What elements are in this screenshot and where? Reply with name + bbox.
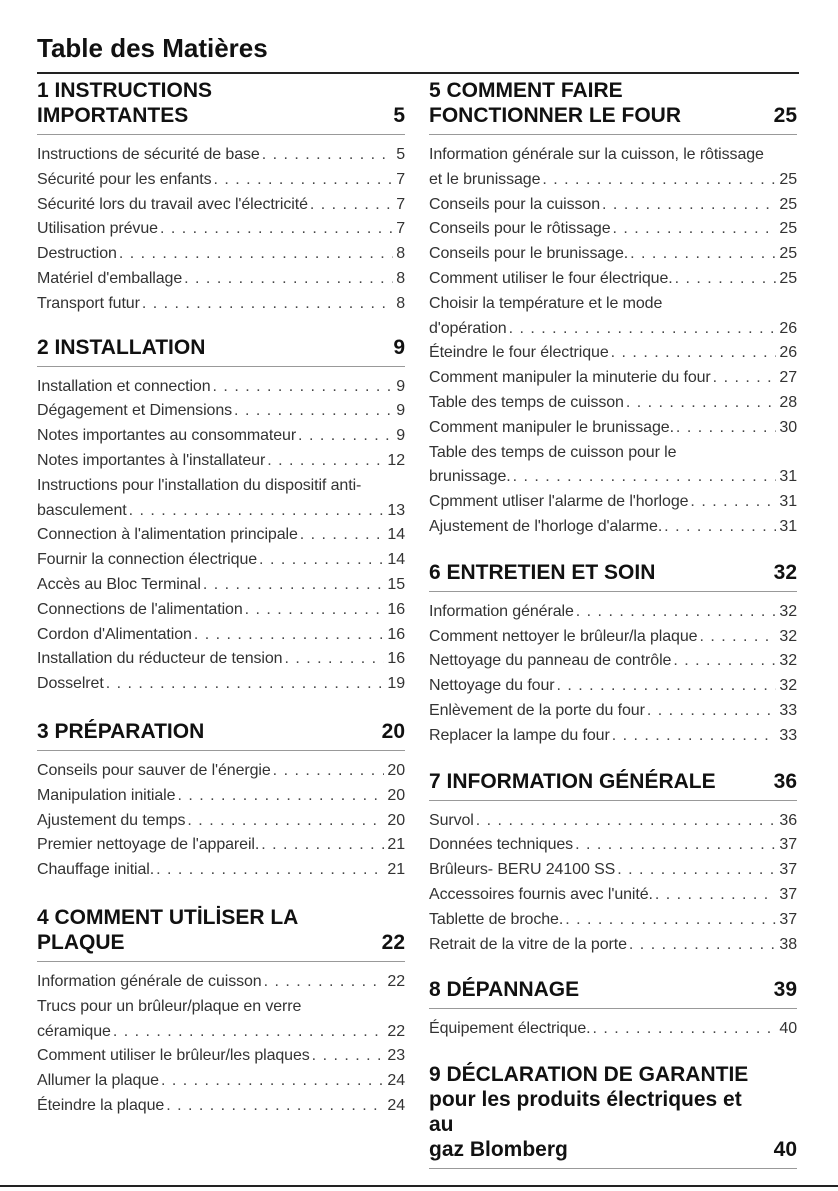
toc-entry-page-number: 23: [387, 1047, 405, 1065]
toc-entry-page-number: 33: [779, 701, 797, 719]
section-heading[interactable]: [37, 719, 405, 751]
toc-entry-page-number: 15: [387, 575, 405, 593]
toc-entry-text: Nettoyage du panneau de contrôle: [429, 652, 672, 670]
dot-leader: [161, 1069, 384, 1094]
dot-leader: [262, 143, 393, 168]
toc-entry-text: Enlèvement de la porte du four: [429, 701, 645, 719]
toc-entry-text: Matériel d'emballage: [37, 269, 183, 287]
toc-entry-text: Brûleurs- BERU 24100 SS: [429, 861, 616, 879]
toc-entry[interactable]: [37, 242, 405, 267]
toc-section: [429, 78, 797, 540]
toc-entry-text: Installation du réducteur de tension: [37, 650, 283, 668]
toc-entry-page-number: 31: [779, 493, 797, 511]
dot-leader: [113, 1020, 385, 1045]
toc-entry-page-number: 36: [779, 811, 797, 829]
dot-leader: [261, 833, 384, 858]
toc-entry[interactable]: [37, 858, 405, 883]
dot-leader: [673, 649, 776, 674]
section-heading-text: 8 DÉPANNAGE: [429, 978, 580, 1002]
toc-entry-text: Information générale de cuisson: [37, 972, 262, 990]
toc-entry[interactable]: [429, 1017, 797, 1042]
toc-entry[interactable]: [37, 1094, 405, 1119]
dot-leader: [617, 858, 776, 883]
dot-leader: [300, 523, 385, 548]
toc-entry-page-number: 16: [387, 600, 405, 618]
toc-entry-text: Sécurité lors du travail avec l'électricité: [37, 195, 308, 213]
section-heading[interactable]: [429, 769, 797, 801]
toc-entry-page-number: 7: [396, 220, 405, 238]
toc-entry-text: Comment nettoyer le brûleur/la plaque: [429, 627, 698, 645]
toc-entry-text: Ajustement du temps: [37, 811, 186, 829]
dot-leader: [629, 933, 776, 958]
toc-entry-text: Connections de l'alimentation: [37, 600, 243, 618]
toc-entry-page-number: 37: [779, 910, 797, 928]
toc-entry-text: Éteindre le four électrique: [429, 344, 609, 362]
toc-entry-text: Accès au Bloc Terminal: [37, 575, 201, 593]
toc-entry[interactable]: [37, 1044, 405, 1069]
toc-right-column: [429, 78, 797, 1177]
toc-entry-text: basculement: [37, 501, 127, 519]
toc-entry[interactable]: [429, 649, 797, 674]
toc-entry-text: Sécurité pour les enfants: [37, 170, 212, 188]
dot-leader: [166, 1094, 384, 1119]
section-page-number: 22: [381, 930, 405, 954]
toc-entry[interactable]: [429, 809, 797, 834]
toc-entry-page-number: 16: [387, 650, 405, 668]
dot-leader: [106, 672, 385, 697]
dot-leader: [129, 499, 385, 524]
toc-entry[interactable]: [37, 995, 405, 1045]
toc-entry-page-number: 25: [779, 269, 797, 287]
toc-entry-text: Comment utiliser le brûleur/les plaques: [37, 1047, 310, 1065]
dot-leader: [602, 193, 776, 218]
toc-entry-text: Chauffage initial.: [37, 861, 155, 879]
toc-entry-text: Comment utiliser le four électrique.: [429, 269, 673, 287]
dot-leader: [655, 883, 777, 908]
dot-leader: [156, 858, 384, 883]
toc-entry-page-number: 22: [387, 1022, 405, 1040]
toc-entry[interactable]: [429, 858, 797, 883]
toc-entry-page-number: 14: [387, 526, 405, 544]
toc-entry[interactable]: [37, 784, 405, 809]
toc-entry-page-number: 37: [779, 836, 797, 854]
dot-leader: [194, 623, 385, 648]
toc-entry-text: Instructions de sécurité de base: [37, 146, 260, 163]
section-heading-text: 7 INFORMATION GÉNÉRALE: [429, 769, 716, 793]
toc-entry[interactable]: [429, 908, 797, 933]
section-page-number: 40: [773, 1138, 797, 1162]
dot-leader: [184, 267, 393, 292]
toc-entry[interactable]: [429, 699, 797, 724]
dot-leader: [245, 598, 385, 623]
section-page-number: 32: [773, 560, 797, 584]
toc-entry-page-number: 14: [387, 551, 405, 569]
toc-entry-text: Conseils pour le brunissage.: [429, 245, 629, 263]
section-heading[interactable]: [429, 78, 797, 135]
toc-entry-page-number: 20: [387, 811, 405, 829]
toc-entry-page-number: 13: [387, 501, 405, 519]
dot-leader: [203, 573, 385, 598]
document-title: Table des Matières: [37, 33, 268, 63]
section-page-number: 25: [773, 104, 797, 127]
toc-section: [37, 335, 405, 697]
toc-entry-page-number: 9: [396, 402, 405, 420]
toc-entry-page-number: 8: [396, 245, 405, 263]
toc-entry[interactable]: [37, 523, 405, 548]
dot-leader: [264, 970, 385, 995]
dot-leader: [273, 759, 385, 784]
dot-leader: [576, 600, 777, 625]
toc-entry-page-number: 24: [387, 1072, 405, 1090]
toc-entry[interactable]: [429, 674, 797, 699]
toc-entry-page-number: 7: [396, 170, 405, 188]
section-heading[interactable]: [37, 78, 405, 135]
toc-entry-page-number: 26: [779, 319, 797, 337]
section-heading-text: PLAQUE: [37, 930, 125, 954]
toc-entry-text: Notes importantes au consommateur: [37, 427, 297, 445]
toc-entry-text: Accessoires fournis avec l'unité.: [429, 885, 653, 903]
dot-leader: [214, 168, 394, 193]
toc-entry-page-number: 25: [779, 220, 797, 238]
toc-entry-page-number: 16: [387, 625, 405, 643]
toc-entry-text: Comment manipuler la minuterie du four: [429, 369, 711, 387]
toc-entry-page-number: 25: [779, 170, 797, 188]
toc-entry[interactable]: [429, 625, 797, 650]
toc-entry-text: Premier nettoyage de l'appareil.: [37, 836, 260, 854]
toc-entry[interactable]: [429, 143, 797, 193]
toc-entry-page-number: 32: [779, 602, 797, 620]
toc-entry-page-number: 9: [396, 377, 405, 395]
toc-entry-text: d'opération: [429, 319, 507, 337]
toc-entry-text: Information générale sur la cuisson, le rôtissage: [429, 146, 764, 163]
section-heading[interactable]: [429, 1062, 797, 1169]
dot-leader: [284, 647, 384, 672]
toc-entry-text: Dégagement et Dimensions: [37, 402, 233, 420]
toc-entry-text: Ajustement de l'horloge d'alarme.: [429, 517, 663, 535]
toc-entry-page-number: 32: [779, 677, 797, 695]
toc-entry-text: Replacer la lampe du four: [429, 726, 610, 744]
toc-entry-text: Table des temps de cuisson pour le: [429, 443, 677, 461]
section-heading-text: 3 PRÉPARATION: [37, 719, 205, 743]
toc-entry-text: Instructions pour l'installation du dispositif anti-: [37, 476, 362, 494]
dot-leader: [312, 1044, 385, 1069]
toc-section: [37, 905, 405, 1119]
toc-entry-page-number: 21: [387, 836, 405, 854]
dot-leader: [675, 267, 777, 292]
toc-entry-text: Notes importantes à l'installateur: [37, 451, 266, 469]
toc-entry[interactable]: [429, 341, 797, 366]
toc-entry-text: Trucs pour un brûleur/plaque en verre: [37, 997, 302, 1015]
toc-entry-page-number: 22: [387, 972, 405, 990]
title-rule: [37, 72, 799, 74]
toc-section: [37, 719, 405, 883]
toc-entry-page-number: 24: [387, 1096, 405, 1114]
toc-entry-page-number: 12: [387, 451, 405, 469]
toc-entry-text: Dosselret: [37, 675, 104, 693]
toc-entry[interactable]: [429, 267, 797, 292]
toc-entry[interactable]: [37, 970, 405, 995]
dot-leader: [690, 490, 776, 515]
toc-entry-page-number: 31: [779, 468, 797, 486]
dot-leader: [713, 366, 777, 391]
section-heading[interactable]: [429, 560, 797, 592]
section-heading[interactable]: [37, 335, 405, 367]
toc-entry-text: Cordon d'Alimentation: [37, 625, 192, 643]
toc-entry[interactable]: [37, 833, 405, 858]
dot-leader: [575, 833, 776, 858]
toc-entry-page-number: 7: [396, 195, 405, 213]
toc-entry[interactable]: [37, 168, 405, 193]
section-heading-text: 4 COMMENT UTİLİSER LA: [37, 905, 299, 929]
toc-entry-text: Transport futur: [37, 294, 140, 312]
toc-entry-page-number: 9: [396, 427, 405, 445]
toc-entry-page-number: 28: [779, 393, 797, 411]
toc-entry-text: céramique: [37, 1022, 111, 1040]
toc-section: [429, 769, 797, 958]
toc-entry-text: Manipulation initiale: [37, 786, 176, 804]
toc-left-column: [37, 78, 405, 1119]
dot-leader: [177, 784, 384, 809]
dot-leader: [267, 449, 384, 474]
toc-entry[interactable]: [429, 193, 797, 218]
toc-entry-text: Utilisation prévue: [37, 220, 158, 238]
toc-entry-text: Conseils pour la cuisson: [429, 195, 601, 213]
section-heading-text: 5 COMMENT FAIRE: [429, 79, 623, 102]
section-heading-text: 6 ENTRETIEN ET SOIN: [429, 560, 656, 584]
toc-entry-page-number: 38: [779, 935, 797, 953]
toc-entry-text: Conseils pour sauver de l'énergie: [37, 761, 271, 779]
toc-entry-text: brunissage.: [429, 468, 511, 486]
dot-leader: [119, 242, 393, 267]
toc-entry[interactable]: [37, 647, 405, 672]
toc-entry-text: Allumer la plaque: [37, 1072, 159, 1090]
dot-leader: [298, 424, 393, 449]
toc-entry-page-number: 20: [387, 761, 405, 779]
toc-entry-text: Table des temps de cuisson: [429, 393, 624, 411]
dot-leader: [565, 908, 776, 933]
toc-entry[interactable]: [429, 724, 797, 749]
dot-leader: [213, 375, 394, 400]
dot-leader: [612, 724, 777, 749]
section-heading[interactable]: [37, 905, 405, 962]
toc-entry[interactable]: [37, 375, 405, 400]
toc-entry-page-number: 32: [779, 627, 797, 645]
toc-entry[interactable]: [429, 883, 797, 908]
toc-entry-page-number: 37: [779, 885, 797, 903]
toc-entry[interactable]: [37, 267, 405, 292]
toc-entry-page-number: 32: [779, 652, 797, 670]
toc-entry[interactable]: [429, 833, 797, 858]
dot-leader: [310, 193, 393, 218]
toc-entry-page-number: 30: [779, 418, 797, 436]
toc-entry[interactable]: [37, 573, 405, 598]
dot-leader: [611, 341, 777, 366]
section-page-number: 39: [773, 978, 797, 1002]
toc-section: [37, 78, 405, 317]
toc-entry-page-number: 40: [779, 1020, 797, 1038]
toc-entry-text: Connection à l'alimentation principale: [37, 526, 298, 544]
toc-entry-page-number: 8: [396, 269, 405, 287]
toc-entry-page-number: 26: [779, 344, 797, 362]
dot-leader: [592, 1017, 776, 1042]
toc-entry[interactable]: [429, 600, 797, 625]
toc-entry[interactable]: [429, 933, 797, 958]
dot-leader: [630, 242, 776, 267]
toc-entry[interactable]: [429, 515, 797, 540]
dot-leader: [676, 416, 776, 441]
toc-entry[interactable]: [37, 217, 405, 242]
toc-entry-text: Fournir la connection électrique: [37, 551, 258, 569]
dot-leader: [542, 168, 776, 193]
toc-entry-text: Cpmment utliser l'alarme de l'horloge: [429, 493, 689, 511]
toc-entry-page-number: 5: [396, 146, 405, 163]
toc-entry-page-number: 33: [779, 726, 797, 744]
section-heading-text: gaz Blomberg: [429, 1138, 568, 1162]
toc-entry-text: Installation et connection: [37, 377, 211, 395]
bottom-rule: [0, 1185, 838, 1187]
toc-entry[interactable]: [37, 424, 405, 449]
dot-leader: [613, 217, 777, 242]
toc-entry-text: Comment manipuler le brunissage.: [429, 418, 674, 436]
toc-entry[interactable]: [37, 672, 405, 697]
toc-entry[interactable]: [37, 759, 405, 784]
toc-entry[interactable]: [37, 809, 405, 834]
toc-entry-text: Éteindre la plaque: [37, 1096, 165, 1114]
toc-entry-page-number: 21: [387, 861, 405, 879]
toc-entry-text: Conseils pour le rôtissage: [429, 220, 611, 238]
section-heading-text: 9 DÉCLARATION DE GARANTIE: [429, 1063, 749, 1087]
toc-entry-text: Nettoyage du four: [429, 677, 555, 695]
toc-entry-text: Retrait de la vitre de la porte: [429, 935, 627, 953]
toc-section: [429, 977, 797, 1042]
toc-entry[interactable]: [429, 391, 797, 416]
toc-entry-page-number: 31: [779, 517, 797, 535]
toc-entry[interactable]: [37, 623, 405, 648]
section-page-number: 5: [393, 104, 405, 127]
toc-entry[interactable]: [429, 217, 797, 242]
toc-entry-page-number: 37: [779, 861, 797, 879]
section-page-number: 20: [381, 719, 405, 743]
toc-entry[interactable]: [429, 416, 797, 441]
dot-leader: [513, 465, 777, 490]
dot-leader: [699, 625, 776, 650]
section-heading-text: 1 INSTRUCTIONS: [37, 79, 213, 102]
dot-leader: [234, 399, 393, 424]
toc-entry-page-number: 20: [387, 786, 405, 804]
toc-entry[interactable]: [429, 242, 797, 267]
toc-entry[interactable]: [37, 1069, 405, 1094]
toc-entry-page-number: 19: [387, 675, 405, 693]
toc-entry[interactable]: [37, 292, 405, 317]
toc-entry-text: Choisir la température et le mode: [429, 294, 663, 312]
toc-entry[interactable]: [429, 366, 797, 391]
toc-entry[interactable]: [429, 441, 797, 491]
toc-entry-text: Survol: [429, 811, 474, 829]
toc-entry[interactable]: [429, 490, 797, 515]
toc-entry[interactable]: [37, 598, 405, 623]
toc-entry-text: Destruction: [37, 245, 117, 263]
dot-leader: [142, 292, 393, 317]
section-heading-text: pour les produits électriques et au: [429, 1088, 742, 1137]
dot-leader: [664, 515, 776, 540]
section-page-number: 36: [773, 769, 797, 793]
dot-leader: [557, 674, 777, 699]
toc-entry-text: Information générale: [429, 602, 574, 620]
toc-entry-page-number: 8: [396, 294, 405, 312]
toc-entry[interactable]: [37, 449, 405, 474]
dot-leader: [476, 809, 777, 834]
dot-leader: [647, 699, 777, 724]
toc-entry-text: Tablette de broche.: [429, 910, 564, 928]
dot-leader: [160, 217, 393, 242]
toc-entry[interactable]: [37, 399, 405, 424]
toc-entry-page-number: 25: [779, 245, 797, 263]
toc-entry-text: Données techniques: [429, 836, 574, 854]
toc-entry[interactable]: [37, 474, 405, 524]
section-heading-text: IMPORTANTES: [37, 104, 189, 127]
toc-entry-page-number: 25: [779, 195, 797, 213]
toc-entry[interactable]: [37, 143, 405, 168]
section-heading-text: FONCTIONNER LE FOUR: [429, 104, 681, 127]
section-page-number: 9: [393, 335, 405, 359]
section-heading-text: 2 INSTALLATION: [37, 335, 206, 359]
toc-section: [429, 560, 797, 749]
toc-entry-page-number: 27: [779, 369, 797, 387]
toc-entry-text: Équipement électrique.: [429, 1020, 591, 1038]
toc-entry[interactable]: [429, 292, 797, 342]
toc-section: [429, 1062, 797, 1169]
section-heading[interactable]: [429, 977, 797, 1009]
dot-leader: [259, 548, 384, 573]
dot-leader: [509, 317, 777, 342]
toc-entry-text: et le brunissage: [429, 170, 541, 188]
dot-leader: [626, 391, 777, 416]
dot-leader: [187, 809, 384, 834]
toc-entry[interactable]: [37, 548, 405, 573]
toc-entry[interactable]: [37, 193, 405, 218]
